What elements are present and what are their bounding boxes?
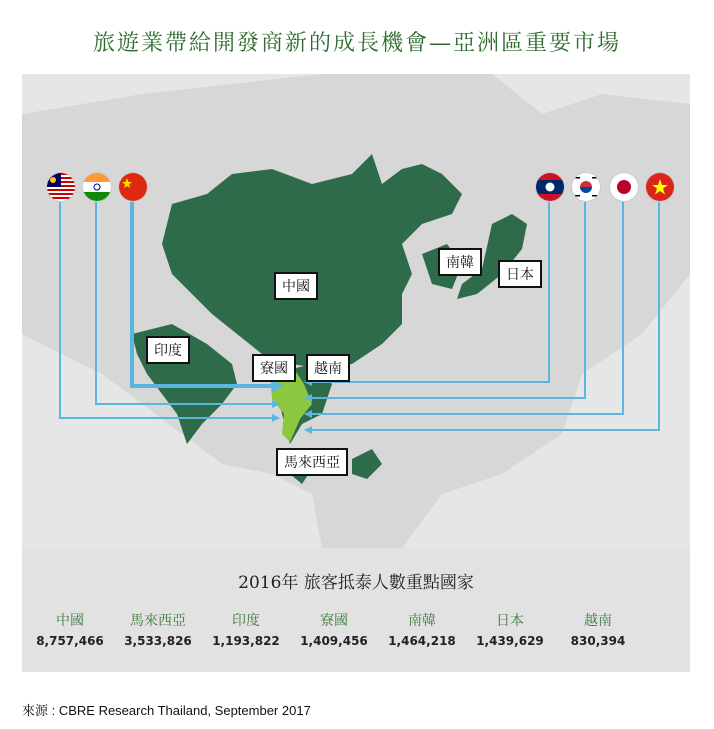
stat-laos xyxy=(286,610,382,648)
stat-value: 830,394 xyxy=(570,634,626,648)
label-malaysia: 馬來西亞 xyxy=(276,448,348,476)
china-flag-icon xyxy=(118,172,148,202)
label-vietnam: 越南 xyxy=(306,354,350,382)
stat-china xyxy=(22,610,118,648)
stat-value: 1,439,629 xyxy=(476,634,544,648)
label-india: 印度 xyxy=(146,336,190,364)
stat-name: 寮國 xyxy=(320,613,348,629)
stat-name: 南韓 xyxy=(408,613,436,629)
stat-india xyxy=(198,610,294,648)
label-japan: 日本 xyxy=(498,260,542,288)
stat-value: 1,409,456 xyxy=(300,634,368,648)
malaysia-flag-icon xyxy=(46,172,76,202)
japan-flag-icon xyxy=(609,172,639,202)
label-laos: 寮國 xyxy=(252,354,296,382)
map-graphic xyxy=(22,74,690,548)
stats-panel xyxy=(22,548,690,672)
laos-flag-icon xyxy=(535,172,565,202)
page-title: 旅遊業帶給開發商新的成長機會—亞洲區重要市場 xyxy=(92,31,621,56)
label-china: 中國 xyxy=(274,272,318,300)
vietnam-flag-icon xyxy=(645,172,675,202)
stat-south-korea xyxy=(374,610,470,648)
stat-name: 印度 xyxy=(232,613,260,629)
stat-name: 日本 xyxy=(496,613,524,629)
asia-map xyxy=(22,74,690,548)
label-south-korea: 南韓 xyxy=(438,248,482,276)
stat-malaysia xyxy=(110,610,206,648)
stat-name: 中國 xyxy=(56,613,84,629)
stat-value: 1,193,822 xyxy=(212,634,280,648)
stat-name: 馬來西亞 xyxy=(130,613,186,629)
source-note: 來源 : CBRE Research Thailand, September 2017 xyxy=(22,703,311,718)
india-flag-icon xyxy=(82,172,112,202)
south-korea-flag-icon xyxy=(571,172,601,202)
stats-title: 2016年 旅客抵泰人數重點國家 xyxy=(238,573,474,593)
stat-name: 越南 xyxy=(584,613,612,629)
stat-value: 1,464,218 xyxy=(388,634,456,648)
stat-japan xyxy=(462,610,558,648)
stat-value: 3,533,826 xyxy=(124,634,192,648)
stat-value: 8,757,466 xyxy=(36,634,104,648)
stat-vietnam xyxy=(550,610,646,648)
